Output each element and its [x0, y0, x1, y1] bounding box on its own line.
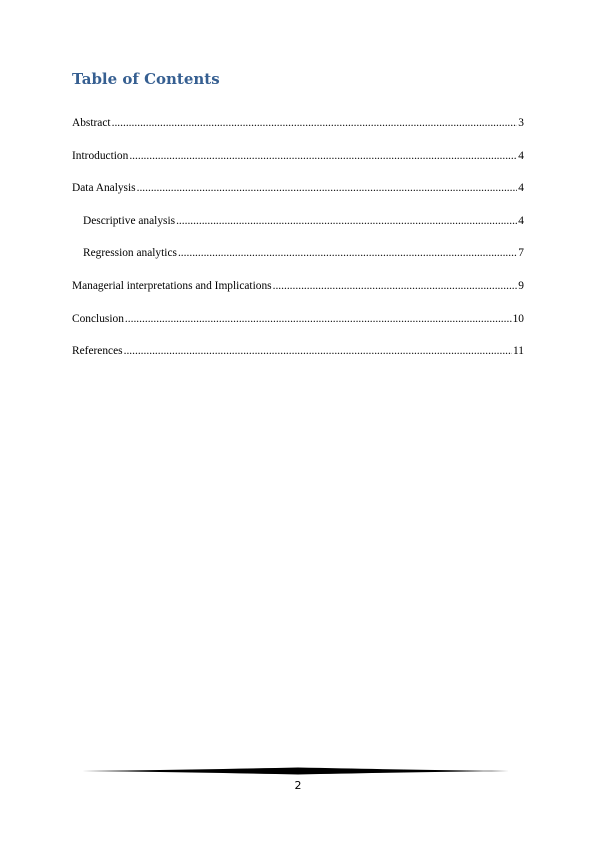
toc-entry-label: Regression analytics [83, 247, 177, 260]
dot-leader [129, 149, 517, 163]
toc-entry-references[interactable] [72, 344, 524, 377]
toc-entry-label: Introduction [72, 149, 129, 162]
dot-leader [137, 181, 518, 195]
toc-entry-page: 3 [518, 117, 524, 129]
toc-entry-abstract[interactable] [72, 116, 524, 149]
toc-entry-regression-analytics[interactable] [72, 246, 524, 279]
toc-entry-label: Conclusion [72, 312, 124, 325]
toc-entry-conclusion[interactable] [72, 312, 524, 345]
dot-leader [178, 246, 517, 260]
toc-entry-page: 11 [513, 345, 524, 358]
toc-entry-label: References [72, 345, 123, 358]
toc-entry-page: 4 [518, 182, 524, 195]
toc-list [72, 116, 524, 377]
toc-entry-page: 4 [518, 214, 524, 227]
dot-leader [176, 214, 517, 228]
toc-entry-introduction[interactable] [72, 149, 524, 182]
dot-leader [112, 116, 518, 130]
dot-leader [273, 279, 518, 293]
toc-entry-page: 9 [518, 279, 524, 292]
toc-entry-page: 10 [512, 312, 524, 325]
dot-leader [125, 312, 512, 326]
toc-entry-managerial-interpretations[interactable] [72, 279, 524, 312]
toc-entry-data-analysis[interactable] [72, 181, 524, 214]
toc-entry-label: Descriptive analysis [83, 214, 176, 227]
toc-entry-label: Data Analysis [72, 182, 136, 195]
toc-entry-label: Abstract [72, 117, 111, 129]
toc-entry-page: 4 [518, 149, 524, 162]
page-number: 2 [294, 779, 302, 792]
toc-entry-descriptive-analysis[interactable] [72, 214, 524, 247]
toc-title: Table of Contents [72, 70, 220, 88]
footer-divider [82, 766, 514, 776]
dot-leader [124, 344, 512, 358]
toc-entry-page: 7 [518, 247, 524, 260]
toc-entry-label: Managerial interpretations and Implications [72, 279, 272, 292]
